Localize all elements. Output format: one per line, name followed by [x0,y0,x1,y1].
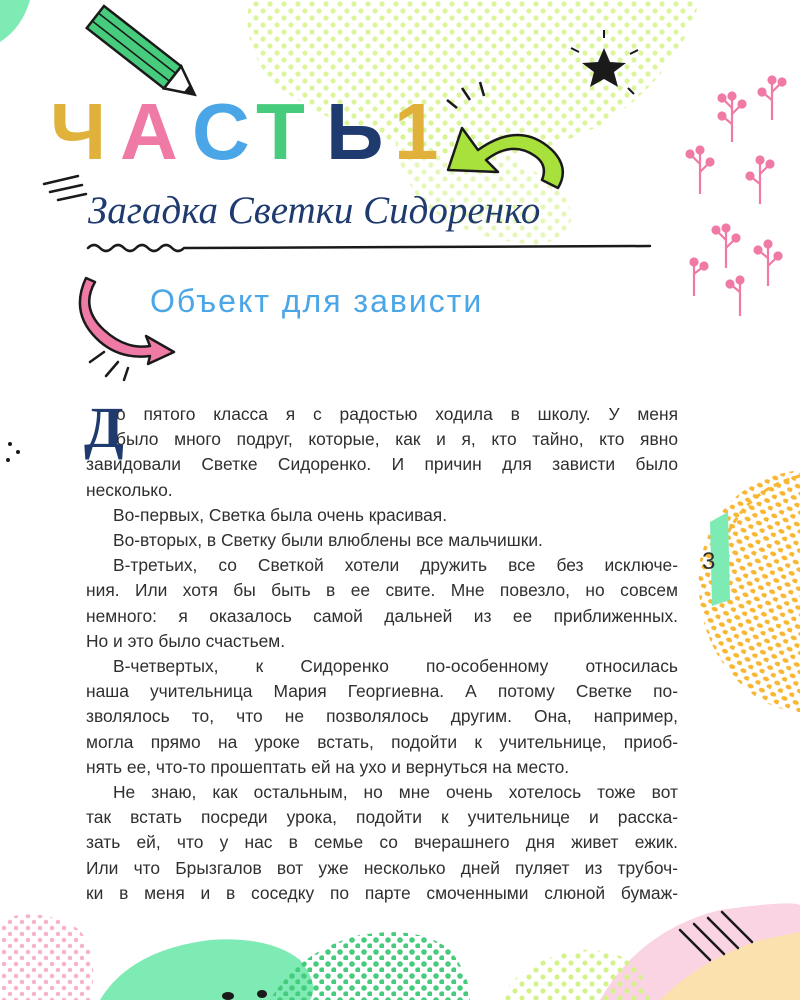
chapter-subtitle: Загадка Светки Сидоренко [88,189,541,232]
text-line: так встать посреди урока, подойти к учительнице и расска- [86,807,678,828]
text-line: было много подруг, которые, как и я, кто тайно, кто явно [116,429,678,450]
text-line: зволялось то, что не позволялось другим. Она, например, [86,706,678,727]
bottom-lime-dots [500,950,650,1000]
text-line: ки в меня и в соседку по парте смоченными слюной бумаж- [86,882,678,903]
text-line: В-третьих, со Светкой хотели дружить все без исключе- [113,555,678,576]
chapter-letter-3: С [192,87,250,176]
paragraph: Во-первых, Светка была очень красивая. [113,504,448,525]
title-speed-lines [44,176,86,200]
text-line: ния. Или хотя бы быть в ее свите. Мне повезло, но совсем [86,580,678,601]
branch-decoration [687,77,786,317]
chapter-letter-5: Ь [326,87,384,176]
text-line: нять ее, что-то прошептать ей на ухо и вернуться на место. [86,756,570,777]
text-line: наша учительница Мария Георгиевна. А потому Светке по- [86,681,678,702]
body-text [84,395,678,906]
mint-blob [0,0,30,42]
text-line: несколько. [86,479,173,500]
lime-dot-field [248,0,701,156]
text-line: Но и это было счастьем. [86,630,286,651]
text-line: завидовали Светке Сидоренко. И причин для зависти было [86,454,678,475]
bottom-green-dots [270,932,470,1000]
subtitle-underline [88,245,650,251]
chapter-letter-2: А [120,87,178,176]
text-line: зать ей, что у нас в семье со вчерашнего дня живет ежик. [86,832,678,853]
bottom-pink-dots [0,914,93,1000]
text-line: о пятого класса я с радостью ходила в школу. У меня [116,404,678,424]
text-line: Не знаю, как остальным, но мне очень хотелось тоже вот [113,782,678,803]
small-dots-left [6,442,20,462]
chapter-letter-4: Т [256,87,305,176]
paragraph: Во-вторых, в Светку были влюблены все мальчишки. [113,530,543,551]
section-title: Объект для зависти [150,283,484,319]
text-line: могла прямо на уроке встать, подойти к учительнице, приоб- [86,731,678,752]
text-line: В-четвертых, к Сидоренко по-особенному относилась [113,656,678,677]
chapter-letter-1: Ч [50,87,107,176]
page-number: 3 [702,548,716,575]
text-line: Или что Брызгалов вот уже несколько дней пуляет из трубоч- [86,857,678,878]
text-line: немного: я оказалось самой дальней из ее приближенных. [86,605,678,626]
chapter-number: 1 [394,87,439,176]
drop-cap: Д [84,395,124,460]
